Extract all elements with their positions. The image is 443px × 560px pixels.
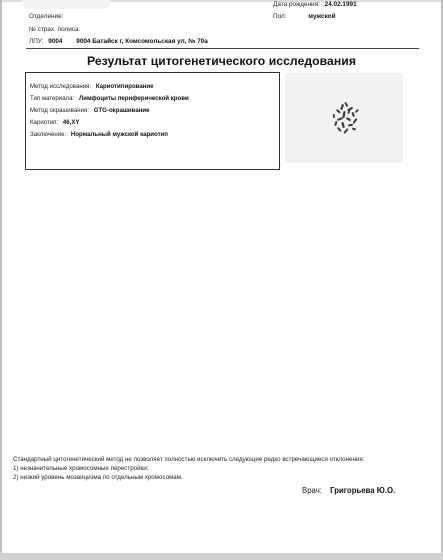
- disclaimer-line-2: 1) незначительные хромосомные перестройки;: [13, 465, 149, 472]
- doctor-signature-row: [302, 486, 395, 495]
- disclaimer-line-3: 2) низкий уровень мозаицизма по отдельным хромосомам.: [13, 474, 183, 481]
- insurance-label: № страх. полиса:: [29, 26, 81, 33]
- staining-row: [30, 107, 150, 115]
- karyotype-value: 46,XY: [62, 119, 80, 126]
- material-row: [30, 95, 189, 103]
- lpu-label: ЛПУ:: [29, 38, 44, 45]
- method-value: Кариотипирование: [95, 83, 154, 90]
- chromosome-spread-icon: [285, 73, 403, 163]
- material-value: Лимфоциты периферической крови: [78, 95, 189, 102]
- method-row: [30, 83, 154, 91]
- redacted-patient-name: [22, 0, 110, 9]
- sex-value: мужской: [308, 13, 336, 20]
- birth-date-label: Дата рождения:: [273, 1, 320, 8]
- insurance-row: [29, 26, 80, 34]
- birth-date-row: [273, 1, 357, 9]
- sex-row: [273, 13, 336, 21]
- page-left-edge: [0, 0, 2, 560]
- result-box: [25, 72, 280, 170]
- staining-label: Метод окрашивания:: [30, 107, 90, 114]
- karyotype-label: Кариотип:: [30, 119, 59, 126]
- page-bottom-edge: [0, 553, 443, 560]
- lpu-code: 9004: [48, 38, 63, 45]
- department-label: Отделение:: [29, 13, 64, 20]
- conclusion-value: Нормальный мужской кариотип: [70, 131, 168, 138]
- birth-date-value: 24.02.1991: [324, 1, 357, 8]
- disclaimer-line-1: Стандартный цитогенетический метод не позволяет полностью исключить следующие редко встречающиеся отклонения:: [13, 456, 365, 463]
- material-label: Тип материала:: [30, 95, 75, 102]
- doctor-label: Врач:: [302, 486, 322, 495]
- department-row: [29, 13, 63, 21]
- lpu-address: 9004 Батайск г, Комсомольская ул, № 70а: [76, 38, 208, 45]
- header-divider: [26, 48, 419, 49]
- page-title: Результат цитогенетического исследования: [86, 54, 357, 68]
- sex-label: Пол:: [273, 13, 287, 20]
- method-label: Метод исследования:: [30, 83, 92, 90]
- staining-value: GTG-окрашивание: [93, 107, 150, 114]
- conclusion-row: [30, 131, 168, 139]
- karyotype-image: [285, 73, 403, 163]
- doctor-name: Григорьева Ю.О.: [330, 486, 396, 495]
- karyotype-row: [30, 119, 80, 127]
- conclusion-label: Заключение:: [30, 131, 67, 138]
- lpu-row: [29, 38, 208, 46]
